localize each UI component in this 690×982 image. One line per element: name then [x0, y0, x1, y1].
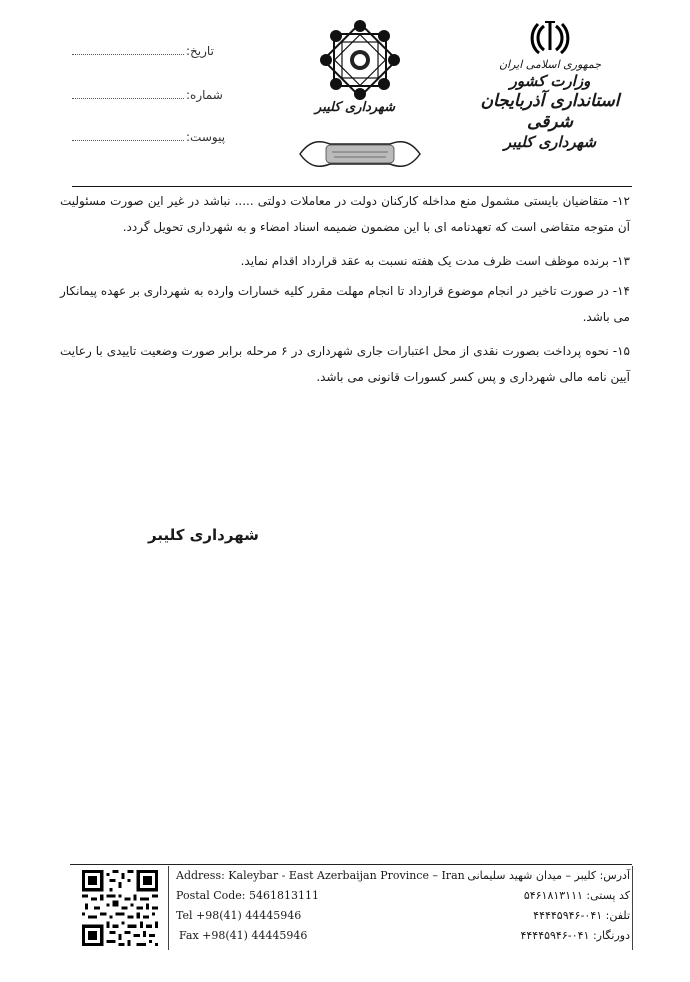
clause-15: ۱۵- نحوه پرداخت بصورت نقدی از محل اعتبارات جاری شهرداری در ۶ مرحله برابر صورت وضعیت تاییدی با رعایت آیین نامه مالی شهرداری و پس کسر کسورات قانونی می باشد.: [60, 344, 630, 384]
date-field: [72, 44, 214, 58]
footer-fax-fa: دورنگار: ۰۴۱-۴۴۴۴۵۹۴۶: [520, 929, 630, 942]
date-dots: [72, 44, 184, 55]
letter-body: [60, 188, 630, 398]
footer-postal-en: Postal Code: 5461813111: [176, 889, 319, 902]
number-label: شماره:: [186, 88, 223, 102]
government-header: [470, 20, 630, 152]
footer-right-rule: [632, 866, 633, 950]
clause-13: ۱۳- برنده موظف است ظرف مدت یک هفته نسبت به عقد قرارداد اقدام نماید.: [240, 254, 630, 268]
footer-postal-fa: کد پستی: ۵۴۶۱۸۱۳۱۱۱: [523, 889, 630, 902]
number-field: [72, 88, 223, 102]
footer-vertical-rule: [168, 866, 169, 950]
header-divider: [72, 186, 632, 187]
footer-tel-en: Tel +98(41) 44445946: [176, 909, 302, 922]
qr-code-icon: [82, 870, 158, 946]
footer-persian-contact: [467, 866, 630, 946]
gov-line-ministry: وزارت کشور: [509, 71, 591, 90]
date-label: تاریخ:: [186, 44, 214, 58]
clause-14: ۱۴- در صورت تاخیر در انجام موضوع قرارداد تا انجام مهلت مقرر کلیه خسارات وارده به شهرداری بر عهده پیمانکار می باشد.: [60, 284, 630, 324]
attachment-field: [72, 130, 225, 144]
municipality-logo-icon: [290, 14, 430, 174]
footer-tel-fa: تلفن: ۰۴۱-۴۴۴۴۵۹۴۶: [533, 909, 630, 922]
signature: شهرداری کلیبر: [148, 526, 259, 544]
clause-12: ۱۲- متقاضیان بایستی مشمول منع مداخله کارکنان دولت در معاملات دولتی ..... نباشد در غیر این صورت مسئولیت آن متوجه متقاضی است که تعهدنامه ای با این مضمون ضمیمه اسناد امضاء و به شهرداری تحویل گردد.: [60, 194, 630, 234]
footer-address-fa: آدرس: کلیبر – میدان شهید سلیمانی: [467, 869, 630, 882]
footer-divider: [70, 864, 632, 865]
footer-fax-en: Fax +98(41) 44445946: [179, 929, 308, 942]
number-dots: [72, 88, 184, 99]
gov-line-municipality: شهرداری کلیبر: [503, 133, 597, 151]
attachment-label: پیوست:: [186, 130, 226, 144]
footer-english-contact: [176, 866, 465, 946]
iran-emblem-icon: [530, 20, 570, 56]
footer-address-en: Address: Kaleybar - East Azerbaijan Province – Iran: [176, 869, 465, 882]
gov-line-province: استانداری آذربایجان شرقی: [480, 90, 620, 132]
attachment-dots: [72, 130, 184, 141]
municipality-emblem-title: شهرداری کلیبر: [315, 100, 395, 115]
gov-line-country: جمهوری اسلامی ایران: [498, 58, 602, 71]
